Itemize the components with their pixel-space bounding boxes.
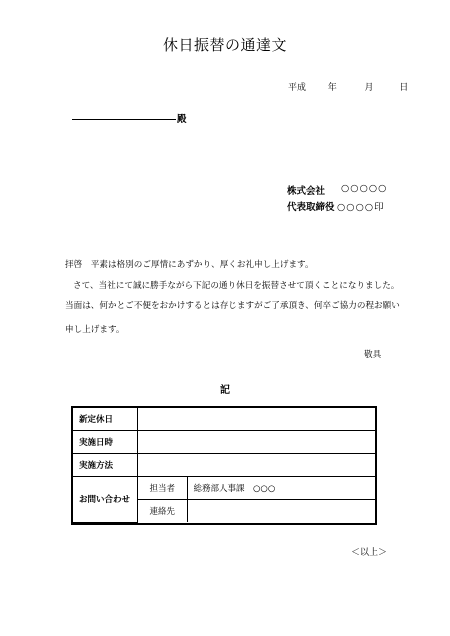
date-value <box>137 431 375 454</box>
details-table <box>73 408 375 523</box>
date-line <box>288 80 408 93</box>
addressee-suffix: 殿 <box>177 114 187 125</box>
table-row <box>73 477 375 500</box>
table-row <box>73 454 375 477</box>
closing-phrase: 敬具 <box>364 350 382 360</box>
date-year: 年 <box>327 83 337 93</box>
body-request: 当面は、何かとご不便をおかけするとは存じますがご了承頂き、何卒ご協力の程お願い <box>65 301 400 311</box>
method-value <box>137 454 375 477</box>
phone-value <box>187 500 375 523</box>
table-row <box>73 408 375 431</box>
person-label: 担当者 <box>137 477 187 500</box>
date-label: 実施日時 <box>73 431 137 454</box>
representative-name: ○○○○印 <box>337 202 385 213</box>
date-era: 平成 <box>288 83 307 93</box>
details-table-frame <box>71 406 377 525</box>
date-month: 月 <box>364 83 374 93</box>
company-name: ○○○○○ <box>341 183 388 194</box>
phone-label: 連絡先 <box>137 500 187 523</box>
new-holiday-label: 新定休日 <box>73 408 137 431</box>
addressee-blank-line <box>72 119 176 120</box>
body-greeting: 拝啓 平素は格別のご厚情にあずかり、厚くお礼申し上げます。 <box>65 260 314 270</box>
new-holiday-value <box>137 408 375 431</box>
ki-heading: 記 <box>220 385 230 396</box>
company-label: 株式会社 <box>287 186 326 197</box>
date-day: 日 <box>399 83 409 93</box>
representative-label: 代表取締役 <box>287 202 335 213</box>
end-mark: ＜以上＞ <box>350 548 387 558</box>
contact-label: お問い合わせ <box>73 477 137 523</box>
table-row <box>73 431 375 454</box>
method-label: 実施方法 <box>73 454 137 477</box>
body-notice: さて、当社にて誠に勝手ながら下記の通り休日を振替させて頂くことになりました。 <box>73 281 400 291</box>
person-value: 総務部人事課 ○○○ <box>187 477 375 500</box>
document-title: 休日振替の通達文 <box>162 36 287 54</box>
body-request-continued: 申し上げます。 <box>65 325 125 335</box>
